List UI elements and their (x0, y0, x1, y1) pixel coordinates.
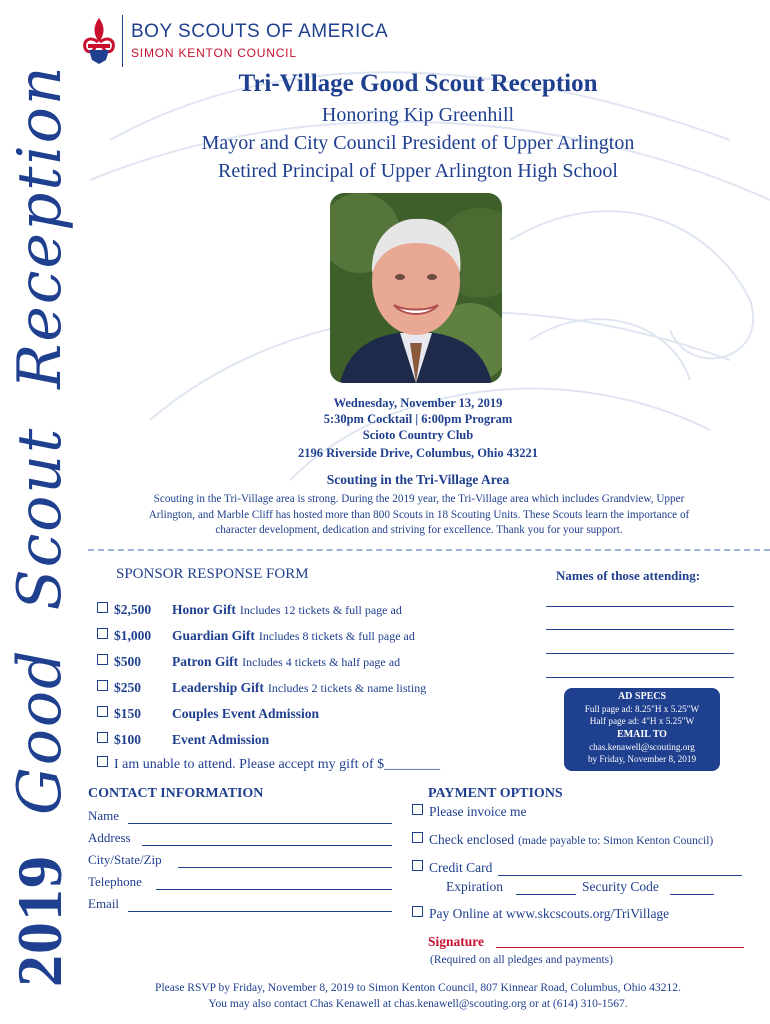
checkbox[interactable] (97, 628, 108, 639)
security-code-field[interactable] (670, 894, 714, 895)
tier-name: Patron Gift (172, 654, 239, 669)
tier-amount: $2,500 (114, 602, 152, 617)
tier-patron[interactable] (97, 654, 400, 670)
tier-amount: $250 (114, 680, 141, 695)
contact-phone-field[interactable] (156, 889, 392, 890)
payment-credit-option[interactable] (412, 860, 492, 876)
banner-year: 2019 (4, 855, 75, 987)
checkbox[interactable] (97, 680, 108, 691)
scouting-line-1: Scouting in the Tri-Village area is strong. During the 2019 year, the Tri-Village area which includes Grandview, Upper (153, 493, 685, 505)
event-venue: Scioto Country Club (362, 428, 474, 442)
tier-name: Leadership Gift (172, 680, 264, 695)
tier-name: Guardian Gift (172, 628, 255, 643)
tier-amount: $150 (114, 706, 141, 721)
check-note: (made payable to: Simon Kenton Council) (518, 835, 714, 847)
sponsor-form-heading: SPONSOR RESPONSE FORM (116, 566, 309, 582)
attendee-line-2[interactable] (546, 629, 734, 630)
contact-address-field[interactable] (142, 845, 392, 846)
honoree-line-3: Retired Principal of Upper Arlington High School (218, 160, 618, 182)
contact-address-label: Address (88, 830, 131, 845)
payment-invoice-option[interactable] (412, 804, 526, 820)
tier-desc: Includes 4 tickets & half page ad (242, 655, 401, 669)
event-time: 5:30pm Cocktail | 6:00pm Program (323, 412, 513, 426)
checkbox[interactable] (412, 804, 423, 815)
email-to-heading: EMAIL TO (617, 728, 667, 740)
payment-heading: PAYMENT OPTIONS (428, 786, 563, 801)
checkbox[interactable] (97, 654, 108, 665)
org-name: BOY SCOUTS OF AMERICA (131, 21, 389, 42)
ad-specs-box (564, 688, 720, 771)
contact-name-field[interactable] (128, 823, 392, 824)
checkbox[interactable] (97, 732, 108, 743)
expiration-field[interactable] (516, 894, 576, 895)
council-name: SIMON KENTON COUNCIL (131, 46, 297, 60)
tier-event-admission[interactable] (97, 732, 273, 748)
ad-spec-half: Half page ad: 4"H x 5.25"W (589, 716, 695, 727)
ad-email[interactable]: chas.kenawell@scouting.org (589, 741, 695, 752)
checkbox[interactable] (97, 602, 108, 613)
banner-word-scout: Scout (5, 426, 75, 611)
signature-note: (Required on all pledges and payments) (430, 954, 613, 966)
attendee-line-4[interactable] (546, 677, 734, 678)
tier-guardian[interactable] (97, 628, 415, 644)
footer-rsvp: Please RSVP by Friday, November 8, 2019 to Simon Kenton Council, 807 Kinnear Road, Columbus, Ohio 43212. (155, 982, 681, 994)
attending-heading: Names of those attending: (556, 568, 701, 583)
honoree-line-2: Mayor and City Council President of Upper Arlington (201, 132, 635, 154)
credit-label: Credit Card (429, 860, 493, 875)
credit-card-field[interactable] (498, 875, 742, 876)
event-date: Wednesday, November 13, 2019 (333, 396, 503, 410)
tier-name: Event Admission (172, 732, 270, 747)
checkbox[interactable] (412, 832, 423, 843)
ad-specs-heading: AD SPECS (617, 691, 667, 702)
tier-amount: $100 (114, 732, 141, 747)
online-label[interactable]: Pay Online at www.skcscouts.org/TriVillage (429, 906, 670, 921)
honoree-line-1: Honoring Kip Greenhill (321, 104, 515, 126)
footer-contact: You may also contact Chas Kenawell at chas.kenawell@scouting.org or at (614) 310-1567. (208, 998, 628, 1010)
tier-name: Couples Event Admission (172, 706, 320, 721)
fleur-de-lis-icon (82, 16, 116, 66)
checkbox[interactable] (97, 756, 108, 767)
ad-deadline: by Friday, November 8, 2019 (587, 754, 697, 765)
tier-honor[interactable] (97, 602, 402, 618)
contact-email-label: Email (88, 896, 120, 911)
unable-text: I am unable to attend. Please accept my gift of $________ (114, 757, 441, 772)
contact-city-label: City/State/Zip (88, 852, 162, 867)
tier-amount: $1,000 (114, 628, 152, 643)
scouting-heading: Scouting in the Tri-Village Area (326, 472, 510, 487)
expiration-label: Expiration (446, 879, 503, 894)
invoice-label: Please invoice me (429, 804, 527, 819)
checkbox[interactable] (412, 906, 423, 917)
event-address: 2196 Riverside Drive, Columbus, Ohio 43221 (298, 446, 538, 460)
check-label: Check enclosed (429, 832, 515, 847)
tier-name: Honor Gift (172, 602, 236, 617)
vertical-banner (5, 41, 75, 1001)
contact-name-label: Name (88, 808, 120, 823)
checkbox[interactable] (97, 706, 108, 717)
signature-field[interactable] (496, 947, 744, 948)
cut-line (88, 549, 770, 551)
scouting-line-3: character development, dedication and striving for excellence. Thank you for your support. (215, 524, 623, 536)
contact-heading: CONTACT INFORMATION (88, 786, 264, 801)
banner-word-reception: Reception (5, 64, 75, 389)
contact-city-field[interactable] (178, 867, 392, 868)
honoree-photo (330, 193, 502, 383)
tier-desc: Includes 8 tickets & full page ad (258, 629, 415, 643)
payment-check-option[interactable] (412, 832, 713, 848)
checkbox[interactable] (412, 860, 423, 871)
tier-amount: $500 (114, 654, 141, 669)
unable-to-attend-option[interactable] (97, 757, 440, 773)
signature-label: Signature (428, 934, 485, 949)
scouting-line-2: Arlington, and Marble Cliff has hosted more than 800 Scouts in 18 Scouting Units. These Scouts learn the importance of (148, 508, 690, 521)
banner-word-good: Good (5, 648, 75, 815)
logo-divider (122, 15, 123, 67)
contact-email-field[interactable] (128, 911, 392, 912)
page-title: Tri-Village Good Scout Reception (238, 70, 598, 97)
security-code-label: Security Code (582, 879, 659, 894)
tier-couples[interactable] (97, 706, 323, 722)
tier-desc: Includes 12 tickets & full page ad (239, 603, 402, 617)
bsa-logo-block (82, 15, 388, 67)
tier-leadership[interactable] (97, 680, 426, 696)
scouting-paragraph (108, 492, 730, 539)
attendee-line-3[interactable] (546, 653, 734, 654)
ad-spec-full: Full page ad: 8.25"H x 5.25"W (584, 704, 700, 715)
attendee-line-1[interactable] (546, 606, 734, 607)
tier-desc: Includes 2 tickets & name listing (267, 681, 427, 695)
payment-online-option[interactable] (412, 906, 669, 922)
contact-phone-label: Telephone (88, 874, 142, 889)
